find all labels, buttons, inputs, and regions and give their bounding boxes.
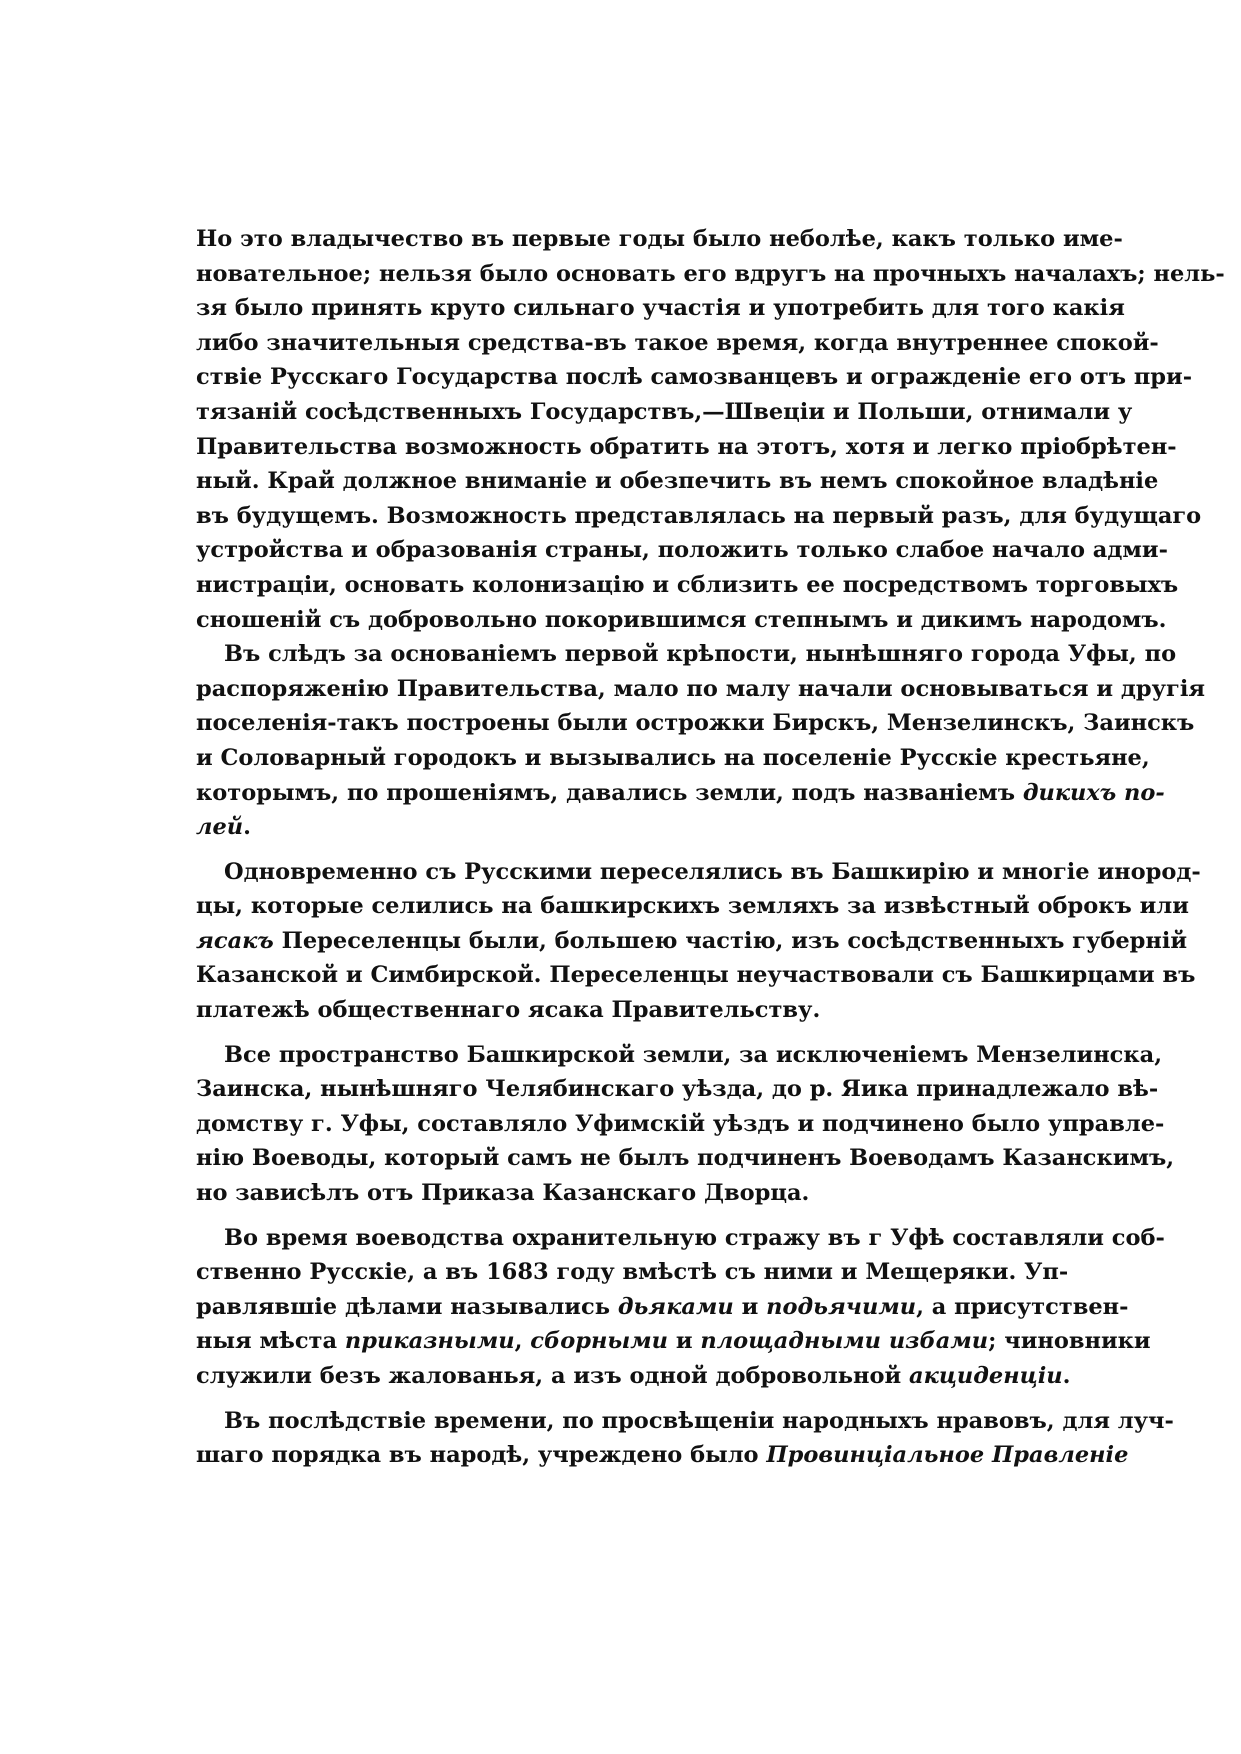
text-line: равлявшіе дѣлами назывались дьяками и подьячими, а присутствен- bbox=[196, 1293, 1129, 1320]
text-line: зя было принять круто сильнаго участія и употребить для того какія bbox=[196, 295, 1125, 322]
paragraph-gap bbox=[196, 1394, 1034, 1404]
text-line: служили безъ жалованья, а изъ одной добровольной акциденціи. bbox=[196, 1363, 1071, 1389]
text-line: но зависѣлъ отъ Приказа Казанскаго Дворца. bbox=[196, 1180, 810, 1207]
paragraph-gap bbox=[196, 1211, 1034, 1221]
text-line: устройства и образованія страны, положить только слабое начало адми- bbox=[196, 537, 1168, 564]
italic-term: акциденціи bbox=[909, 1363, 1063, 1389]
paragraph-gap bbox=[196, 845, 1034, 855]
text-line: ствіе Русскаго Государства послѣ самозванцевъ и огражденіе его отъ при- bbox=[196, 364, 1193, 391]
italic-term: площадными избами bbox=[700, 1328, 989, 1355]
text-line: Но это владычество въ первые годы было неболѣе, какъ только име- bbox=[196, 226, 1123, 252]
text-line: сношеній съ добровольно покорившимся степнымъ и дикимъ народомъ. bbox=[196, 606, 1167, 633]
text-line: ясакъ Переселенцы были, большею частію, изъ сосѣдственныхъ губерній bbox=[196, 927, 1188, 954]
text-line: Одновременно съ Русскими переселялись въ Башкирію и многіе инород- bbox=[224, 858, 1201, 885]
text-line: Во время воеводства охранительную стражу въ г Уфѣ составляли соб- bbox=[224, 1224, 1165, 1251]
text-line: поселенія-такъ построены были острожки Бирскъ, Мензелинскъ, Заинскъ bbox=[196, 710, 1195, 737]
text-line: новательное; нельзя было основать его вдругъ на прочныхъ началахъ; нель- bbox=[196, 260, 1225, 287]
italic-term: дикихъ по- bbox=[1022, 779, 1165, 806]
text-line: Въ слѣдъ за основаніемъ первой крѣпости, нынѣшняго города Уфы, по bbox=[224, 641, 1177, 668]
text-line: лей. bbox=[196, 814, 251, 841]
text-line: шаго порядка въ народѣ, учреждено было Провинціальное Правленіе bbox=[196, 1442, 1129, 1469]
italic-term: приказными bbox=[344, 1328, 515, 1355]
text-line: Казанской и Симбирской. Переселенцы неучаствовали съ Башкирцами въ bbox=[196, 962, 1196, 989]
text-line: Въ послѣдствіе времени, по просвѣщеніи народныхъ нравовъ, для луч- bbox=[224, 1407, 1174, 1434]
text-line: Все пространство Башкирской земли, за исключеніемъ Мензелинска, bbox=[224, 1041, 1163, 1068]
italic-term: дьяками bbox=[617, 1293, 734, 1320]
italic-term: ясакъ bbox=[196, 927, 274, 954]
text-line: ный. Край должное вниманіе и обезпечить въ немъ спокойное владѣніе bbox=[196, 468, 1159, 495]
text-line: домству г. Уфы, составляло Уфимскій уѣздъ и подчинено было управле- bbox=[196, 1110, 1165, 1137]
text-line: Правительства возможность обратить на этотъ, хотя и легко пріобрѣтен- bbox=[196, 433, 1177, 460]
italic-term: сборными bbox=[530, 1328, 668, 1355]
paragraph-gap bbox=[196, 1028, 1034, 1038]
italic-term: лей bbox=[196, 814, 244, 841]
text-line: либо значительныя средства-въ такое время, когда внутреннее спокой- bbox=[196, 329, 1159, 356]
text-line: которымъ, по прошеніямъ, давались земли, подъ названіемъ дикихъ по- bbox=[196, 779, 1165, 806]
text-line: распоряженію Правительства, мало по малу начали основываться и другія bbox=[196, 675, 1205, 702]
italic-term: подьячими bbox=[766, 1293, 917, 1320]
text-line: тязаній сосѣдственныхъ Государствъ,—Швеціи и Польши, отнимали у bbox=[196, 398, 1133, 425]
text-line: ственно Русскіе, а въ 1683 году вмѣстѣ съ ними и Мещеряки. Уп- bbox=[196, 1259, 1069, 1286]
text-line: нію Воеводы, который самъ не былъ подчиненъ Воеводамъ Казанскимъ, bbox=[196, 1145, 1175, 1172]
page-text bbox=[196, 222, 1225, 1473]
text-line: нистраціи, основать колонизацію и сблизить ее посредствомъ торговыхъ bbox=[196, 571, 1179, 598]
text-line: ныя мѣста приказными, сборными и площадными избами; чиновники bbox=[196, 1328, 1151, 1355]
italic-term: Провинціальное Правленіе bbox=[766, 1442, 1129, 1469]
text-line: цы, которые селились на башкирскихъ земляхъ за извѣстный оброкъ или bbox=[196, 893, 1189, 920]
text-line: платежѣ общественнаго ясака Правительству. bbox=[196, 997, 821, 1024]
text-line: Заинска, нынѣшняго Челябинскаго уѣзда, до р. Яика принадлежало вѣ- bbox=[196, 1076, 1159, 1103]
text-line: въ будущемъ. Возможность представлялась на первый разъ, для будущаго bbox=[196, 502, 1202, 529]
text-line: и Соловарный городокъ и вызывались на поселеніе Русскіе крестьяне, bbox=[196, 744, 1150, 771]
